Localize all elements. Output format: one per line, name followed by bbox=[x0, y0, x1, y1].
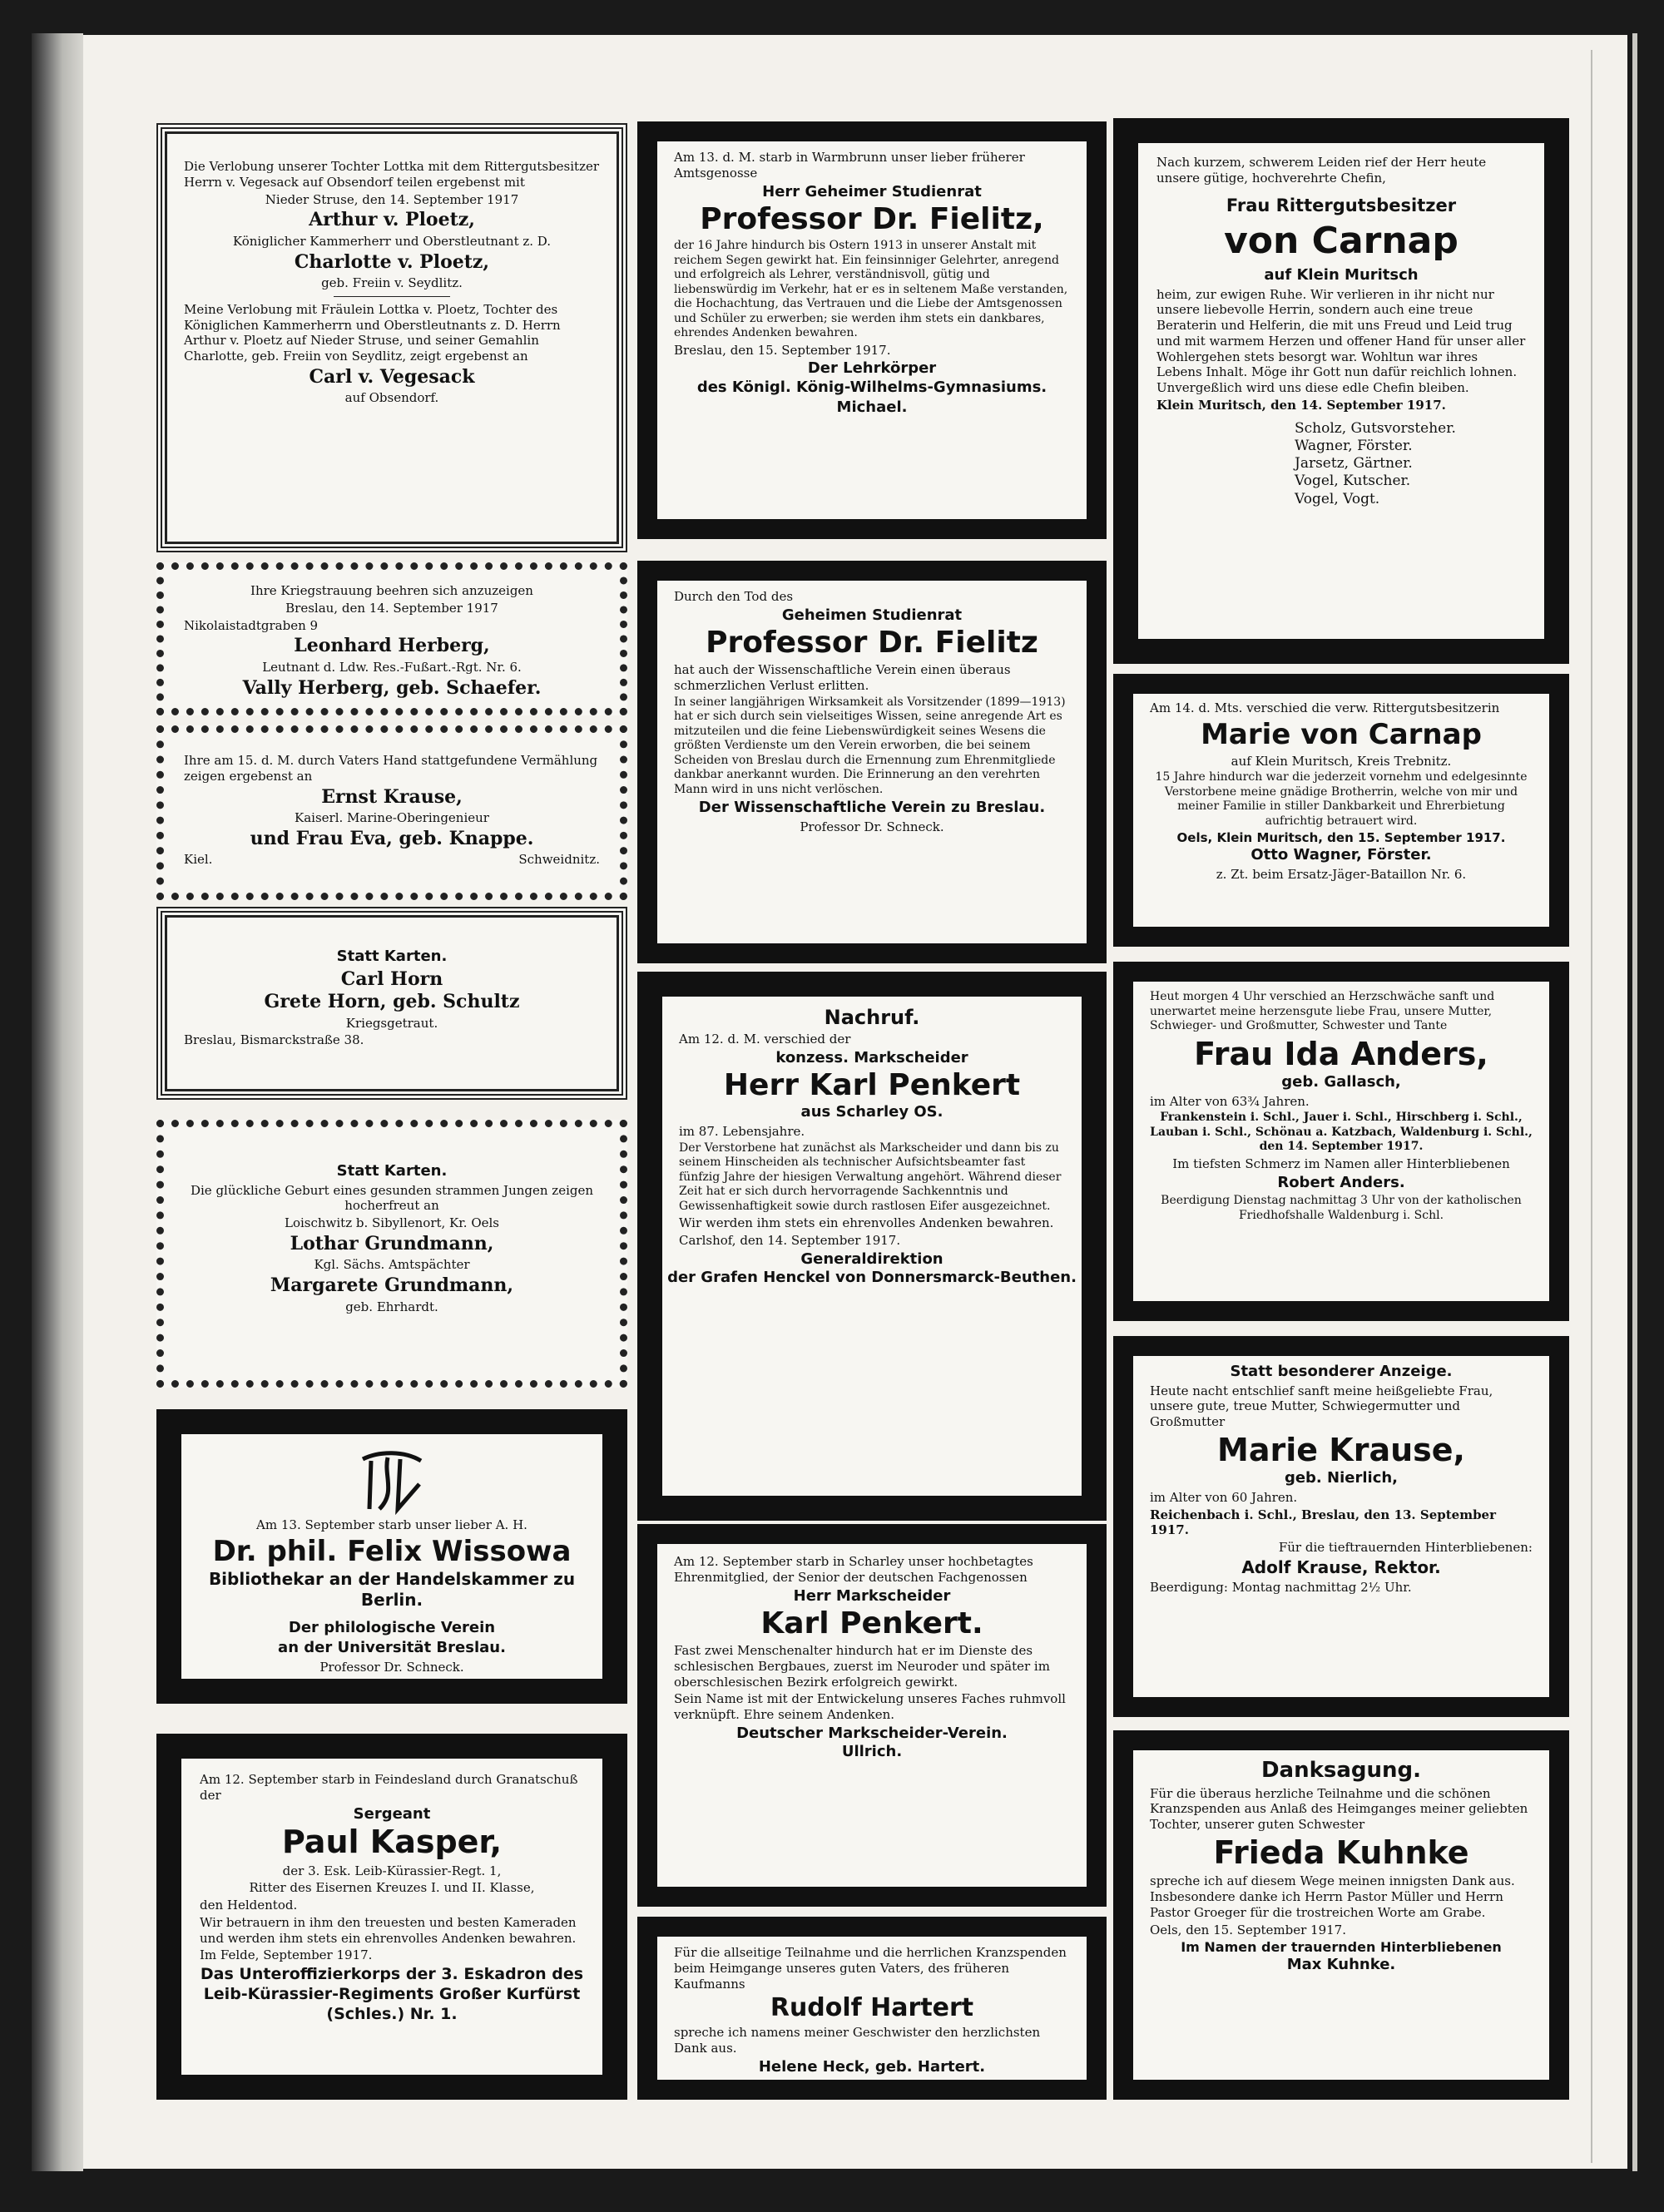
notice-text: im Alter von 60 Jahren. bbox=[1150, 1489, 1298, 1505]
notice-name: Carl Horn bbox=[340, 967, 443, 990]
signature: Ullrich. bbox=[841, 1743, 903, 1761]
signature-title: z. Zt. beim Ersatz-Jäger-Bataillon Nr. 6. bbox=[1216, 866, 1467, 882]
notice-text: Fast zwei Menschenalter hindurch hat er im Dienste des schlesischen Bergbaues, zuerst im Neuroder und später im oberschlesischen Bezirk erfolgreich gewirkt. bbox=[674, 1643, 1050, 1690]
notice-text: heim, zur ewigen Ruhe. Wir verlieren in ihr nicht nur unsere liebevolle Herrin, sondern auch eine treue Beraterin und Helferin, die mit uns Freud und Leid trug und mit warmem Herzen und offener Hand für unser aller Wohlergehen stets besorgt war. Wohltun war ihres Lebens Inhalt. Möge ihr Gott nun dafür reichlich lohnen. Unvergeßlich wird uns diese edle Chefin bleiben. bbox=[1156, 286, 1526, 396]
notice-text: Ihre Kriegstrauung beehren sich anzuzeigen bbox=[250, 583, 533, 598]
signature: Robert Anders. bbox=[1277, 1173, 1405, 1191]
notice-text: Die Verlobung unserer Tochter Lottka mit dem Rittergutsbesitzer Herrn v. Vegesack auf Obsendorf teilen ergebenst mit bbox=[184, 159, 600, 190]
notice-place: Nieder Struse, den 14. September 1917 bbox=[265, 191, 519, 207]
notice-place: Oels, Klein Muritsch, den 15. September 1917. bbox=[1176, 830, 1506, 846]
obituary-wissowa bbox=[156, 1409, 627, 1704]
notice-title: Kaiserl. Marine-Oberingenieur bbox=[295, 810, 489, 825]
fraternity-monogram-logo bbox=[188, 1451, 596, 1516]
signature: der Grafen Henckel von Donnersmarck-Beuthen. bbox=[667, 1269, 1077, 1287]
wedding-notice-krause bbox=[156, 725, 627, 900]
notice-heading: Statt Karten. bbox=[336, 948, 448, 965]
signature: Der Wissenschaftliche Verein zu Breslau. bbox=[698, 799, 1046, 817]
notice-text: Beerdigung Dienstag nachmittag 3 Uhr von der katholischen Friedhofshalle Waldenburg i. Schl. bbox=[1161, 1194, 1522, 1222]
notice-title: Königlicher Kammerherr und Oberstleutnant z. D. bbox=[232, 233, 552, 249]
signature: Professor Dr. Schneck. bbox=[800, 819, 944, 834]
obituary-fielitz-verein bbox=[637, 561, 1107, 963]
notice-place: Breslau, den 15. September 1917. bbox=[674, 342, 891, 358]
deceased-estate: auf Klein Muritsch bbox=[1264, 266, 1419, 285]
signature: Michael. bbox=[836, 398, 908, 417]
notice-text: Für die überaus herzliche Teilnahme und die schönen Kranzspenden aus Anlaß des Heimganges meiner geliebten Tochter, unserer guten Schwester bbox=[1150, 1785, 1528, 1832]
notice-name: Ernst Krause, bbox=[321, 785, 463, 808]
notice-text: Heute nacht entschlief sanft meine heißgeliebte Frau, unsere gute, treue Mutter, Schwiegermutter und Großmutter bbox=[1150, 1383, 1493, 1429]
deceased-name: Frau Ida Anders, bbox=[1194, 1035, 1488, 1072]
signature: Scholz, Gutsvorsteher. bbox=[1295, 419, 1456, 437]
notice-text: im 87. Lebensjahre. bbox=[679, 1123, 805, 1139]
notice-text: Für die tieftrauernden Hinterbliebenen: bbox=[1278, 1540, 1533, 1556]
notice-name: Carl v. Vegesack bbox=[309, 365, 475, 388]
notice-text: Wir werden ihm stets ein ehrenvolles Andenken bewahren. bbox=[679, 1215, 1054, 1231]
deceased-rank: Herr Geheimer Studienrat bbox=[762, 182, 982, 200]
notice-place bbox=[184, 852, 600, 868]
notice-title: geb. Ehrhardt. bbox=[345, 1299, 438, 1314]
signature: Deutscher Markscheider-Verein. bbox=[736, 1724, 1008, 1742]
notice-text: Im tiefsten Schmerz im Namen aller Hinterbliebenen bbox=[1172, 1155, 1510, 1171]
notice-place: Im Felde, September 1917. bbox=[200, 1947, 373, 1963]
obituary-penkert-generaldirektion bbox=[637, 972, 1107, 1521]
notice-places: Frankenstein i. Schl., Jauer i. Schl., Hirschberg i. Schl., Lauban i. Schl., Schönau a. Katzbach, Waldenburg i. Schl., den 14. September 1917. bbox=[1150, 1111, 1533, 1154]
deceased-name: Paul Kasper, bbox=[281, 1824, 503, 1860]
notice-name: Charlotte v. Ploetz, bbox=[294, 250, 490, 273]
notice-text: Am 12. September starb in Scharley unser hochbetagtes Ehrenmitglied, der Senior der deutschen Fachgenossen bbox=[674, 1554, 1033, 1585]
thanks-notice-hartert bbox=[637, 1917, 1107, 2100]
notice-text: Heut morgen 4 Uhr verschied an Herzschwäche sanft und unerwartet meine herzensgute liebe Frau, unsere Mutter, Schwieger- und Großmutter, Schwester und Tante bbox=[1150, 990, 1495, 1032]
deceased-rank: Sergeant bbox=[353, 1804, 431, 1823]
deceased-title: Bibliothekar an der Handelskammer zu Berlin. bbox=[208, 1568, 576, 1610]
deceased-name: Professor Dr. Fielitz, bbox=[700, 202, 1044, 236]
notice-place: Carlshof, den 14. September 1917. bbox=[679, 1232, 901, 1248]
obituary-carnap-staff bbox=[1113, 118, 1569, 664]
notice-text: Der Verstorbene hat zunächst als Markscheider und dann bis zu seinem Hinscheiden als technischer Aufsichtsbeamter fast fünfzig Jahre der hiesigen Verwaltung angehört. Während dieser Zeit hat er sich durch hervorragende Sachkenntnis und Gewissenhaftigkeit sowie durch rastlosen Eifer ausgezeichnet. bbox=[679, 1141, 1062, 1213]
deceased-rank: Geheimen Studienrat bbox=[781, 606, 963, 624]
page-edge bbox=[1632, 33, 1637, 2171]
signature: an der Universität Breslau. bbox=[278, 1639, 506, 1657]
notice-name: und Frau Eva, geb. Knappe. bbox=[250, 827, 534, 849]
notice-text: den Heldentod. bbox=[200, 1898, 298, 1913]
notice-name: Vally Herberg, geb. Schaefer. bbox=[242, 676, 542, 699]
notice-title: Kriegsgetraut. bbox=[345, 1015, 438, 1031]
notice-heading: Statt Karten. bbox=[336, 1162, 448, 1180]
notice-text: der 16 Jahre hindurch bis Ostern 1913 in unserer Anstalt mit reichem Segen gewirkt hat. Ein feinsinniger Gelehrter, anregend und erfolgreich als Lehrer, verständnisvoll, gütig und liebenswürdig im Verkehr, hat er es in seltenem Maße verstanden, die Hochachtung, das Vertrauen und die Liebe der Amtsgenossen und Schüler zu erwerben; sie werden ihm stets ein dankbares, ehrendes Andenken bewahren. bbox=[674, 239, 1068, 340]
notice-text: auf Klein Muritsch, Kreis Trebnitz. bbox=[1231, 753, 1452, 769]
notice-name: Margarete Grundmann, bbox=[270, 1274, 514, 1296]
obituary-fielitz-gymnasium bbox=[637, 121, 1107, 539]
obituary-kasper bbox=[156, 1734, 627, 2100]
notice-name: Leonhard Herberg, bbox=[294, 635, 490, 657]
notice-title: Kgl. Sächs. Amtspächter bbox=[314, 1257, 470, 1273]
notice-text: 15 Jahre hindurch war die jederzeit vornehm und edelgesinnte Verstorbene meine gnädige Brotherrin, welche von mir und meiner Familie in stiller Dankbarkeit und Ehrerbietung aufrichtig betrauert wird. bbox=[1155, 770, 1528, 828]
signature: Der Lehrkörper bbox=[807, 359, 937, 378]
signature: Helene Heck, geb. Hartert. bbox=[758, 2057, 986, 2076]
notice-text: der 3. Esk. Leib-Kürassier-Regt. 1, bbox=[282, 1863, 502, 1878]
notice-text: Am 14. d. Mts. verschied die verw. Rittergutsbesitzerin bbox=[1150, 700, 1500, 715]
obituary-penkert-verein bbox=[637, 1524, 1107, 1907]
notice-name: Arthur v. Ploetz, bbox=[309, 209, 475, 231]
notice-place: Breslau, Bismarckstraße 38. bbox=[184, 1032, 364, 1048]
signature: des Königl. König-Wilhelms-Gymnasiums. bbox=[696, 378, 1047, 396]
signature: Professor Dr. Schneck. bbox=[319, 1659, 464, 1675]
notice-place: Loischwitz b. Sibyllenort, Kr. Oels bbox=[284, 1215, 499, 1230]
notice-text: In seiner langjährigen Wirksamkeit als Vorsitzender (1899—1913) hat er sich durch sein vielseitiges Wissen, seine anregende Art es mitzuteilen und die feine Liebenswürdigkeit seines Wesens die größten Verdienste um den Verein erworben, die bei seinem Scheiden von Breslau durch die Ernennung zum Ehrenmitgliede dankbar anerkannt wurden. Die Erinnerung an den verehrten Mann wird in uns nicht verlöschen. bbox=[674, 695, 1066, 796]
notice-place: Oels, den 15. September 1917. bbox=[1150, 1922, 1346, 1937]
notice-text: Durch den Tod des bbox=[674, 589, 794, 604]
notice-name: Grete Horn, geb. Schultz bbox=[264, 991, 520, 1012]
page-fold bbox=[1591, 50, 1592, 2163]
place-left: Kiel. bbox=[184, 852, 213, 868]
notice-text: Wir betrauern in ihm den treuesten und besten Kameraden und werden ihm stets ein ehrenvolles Andenken bewahren. bbox=[200, 1914, 577, 1946]
deceased-name: Rudolf Hartert bbox=[770, 1993, 974, 2023]
notice-text: hat auch der Wissenschaftliche Verein einen überaus schmerzlichen Verlust erlitten. bbox=[674, 662, 1011, 694]
notice-place: Reichenbach i. Schl., Breslau, den 13. September 1917. bbox=[1150, 1507, 1497, 1538]
deceased-name: Frieda Kuhnke bbox=[1213, 1833, 1469, 1871]
notice-text: Am 13. September starb unser lieber A. H. bbox=[256, 1517, 527, 1532]
obituary-carnap-wagner bbox=[1113, 674, 1569, 947]
deceased-name: Marie von Carnap bbox=[1201, 717, 1482, 751]
deceased-maiden-name: geb. Gallasch, bbox=[1281, 1073, 1401, 1091]
notice-text: Meine Verlobung mit Fräulein Lottka v. Ploetz, Tochter des Königlichen Kammerherrn und Oberstleutnants z. D. Herrn Arthur v. Ploetz auf Nieder Struse, und seiner Gemahlin Charlotte, geb. Freiin von Seydlitz, zeigt ergebenst an bbox=[184, 301, 561, 364]
notice-place: Breslau, den 14. September 1917 bbox=[285, 600, 498, 616]
deceased-name: Karl Penkert. bbox=[760, 1606, 983, 1640]
notice-text: Ihre am 15. d. M. durch Vaters Hand stattgefundene Vermählung zeigen ergebenst an bbox=[184, 753, 598, 784]
deceased-rank: Frau Rittergutsbesitzer bbox=[1226, 195, 1457, 215]
book-binding bbox=[32, 33, 83, 2171]
notice-title: geb. Freiin v. Seydlitz. bbox=[321, 275, 463, 290]
deceased-name: Professor Dr. Fielitz bbox=[706, 626, 1038, 661]
deceased-rank: konzess. Markscheider bbox=[775, 1048, 968, 1066]
signature: Otto Wagner, Förster. bbox=[1250, 846, 1432, 864]
signature: Adolf Krause, Rektor. bbox=[1241, 1556, 1441, 1577]
notice-text: spreche ich auf diesem Wege meinen innigsten Dank aus. Insbesondere danke ich Herrn Pastor Müller und Herrn Pastor Groeger für die trostreichen Worte am Grabe. bbox=[1150, 1873, 1515, 1920]
signature: Vogel, Kutscher. bbox=[1295, 473, 1411, 490]
notice-text: spreche ich namens meiner Geschwister den herzlichsten Dank aus. bbox=[674, 2025, 1041, 2056]
notice-name: Lothar Grundmann, bbox=[290, 1232, 494, 1254]
signature: Jarsetz, Gärtner. bbox=[1295, 455, 1413, 473]
deceased-origin: aus Scharley OS. bbox=[800, 1103, 943, 1121]
notice-text: Sein Name ist mit der Entwickelung unseres Faches ruhmvoll verknüpft. Ehre seinem Andenken. bbox=[674, 1691, 1066, 1723]
signature: Vogel, Vogt. bbox=[1295, 490, 1380, 507]
place-right: Schweidnitz. bbox=[518, 852, 600, 868]
notice-text: im Alter von 63¾ Jahren. bbox=[1150, 1093, 1310, 1109]
deceased-name: von Carnap bbox=[1224, 219, 1458, 262]
notice-heading: Danksagung. bbox=[1260, 1758, 1422, 1783]
deceased-name: Marie Krause, bbox=[1217, 1431, 1465, 1468]
signature: Das Unteroffizierkorps der 3. Eskadron des Leib-Kürassier-Regiments Großer Kurfürst (Schles.) Nr. 1. bbox=[200, 1965, 584, 2023]
deceased-name: Dr. phil. Felix Wissowa bbox=[212, 1534, 572, 1568]
signature: Max Kuhnke. bbox=[1286, 1956, 1396, 1974]
war-wedding-notice-horn bbox=[156, 907, 627, 1100]
birth-notice-grundmann bbox=[156, 1120, 627, 1388]
signature-list bbox=[1295, 420, 1538, 508]
notice-heading: Statt besonderer Anzeige. bbox=[1230, 1363, 1453, 1380]
engagement-notice-ploetz bbox=[156, 123, 627, 552]
notice-text: Die glückliche Geburt eines gesunden strammen Jungen zeigen hocherfreut an bbox=[190, 1182, 594, 1214]
thanks-notice-kuhnke bbox=[1113, 1730, 1569, 2100]
notice-text: Beerdigung: Montag nachmittag 2½ Uhr. bbox=[1150, 1579, 1412, 1595]
notice-text: Im Namen der trauernden Hinterbliebenen bbox=[1181, 1939, 1502, 1956]
divider bbox=[334, 296, 450, 297]
notice-address: Nikolaistadtgraben 9 bbox=[184, 617, 319, 633]
notice-text: Am 12. d. M. verschied der bbox=[679, 1032, 851, 1047]
notice-place: Klein Muritsch, den 14. September 1917. bbox=[1156, 397, 1446, 413]
notice-text: Am 13. d. M. starb in Warmbrunn unser lieber früherer Amtsgenosse bbox=[674, 150, 1025, 181]
notice-title: auf Obsendorf. bbox=[344, 390, 439, 406]
signature: Der philologische Verein bbox=[288, 1618, 496, 1636]
notice-text: Am 12. September starb in Feindesland durch Granatschuß der bbox=[200, 1772, 578, 1803]
notice-text: Für die allseitige Teilnahme und die herrlichen Kranzspenden beim Heimgange unseres guten Vaters, des früheren Kaufmanns bbox=[674, 1945, 1067, 1992]
notice-heading: Nachruf. bbox=[824, 1006, 920, 1029]
deceased-rank: Herr Markscheider bbox=[793, 1586, 951, 1605]
obituary-anders bbox=[1113, 962, 1569, 1321]
notice-text: Ritter des Eisernen Kreuzes I. und II. Klasse, bbox=[249, 1880, 535, 1896]
signature: Generaldirektion bbox=[800, 1250, 943, 1268]
war-wedding-notice-herberg bbox=[156, 562, 627, 715]
signature: Wagner, Förster. bbox=[1295, 437, 1413, 454]
deceased-name: Herr Karl Penkert bbox=[723, 1068, 1021, 1103]
notice-text: Nach kurzem, schwerem Leiden rief der Herr heute unsere gütige, hochverehrte Chefin, bbox=[1156, 155, 1487, 186]
obituary-krause bbox=[1113, 1336, 1569, 1717]
notice-title: Leutnant d. Ldw. Res.-Fußart.-Rgt. Nr. 6. bbox=[262, 659, 522, 675]
deceased-maiden-name: geb. Nierlich, bbox=[1284, 1469, 1399, 1487]
